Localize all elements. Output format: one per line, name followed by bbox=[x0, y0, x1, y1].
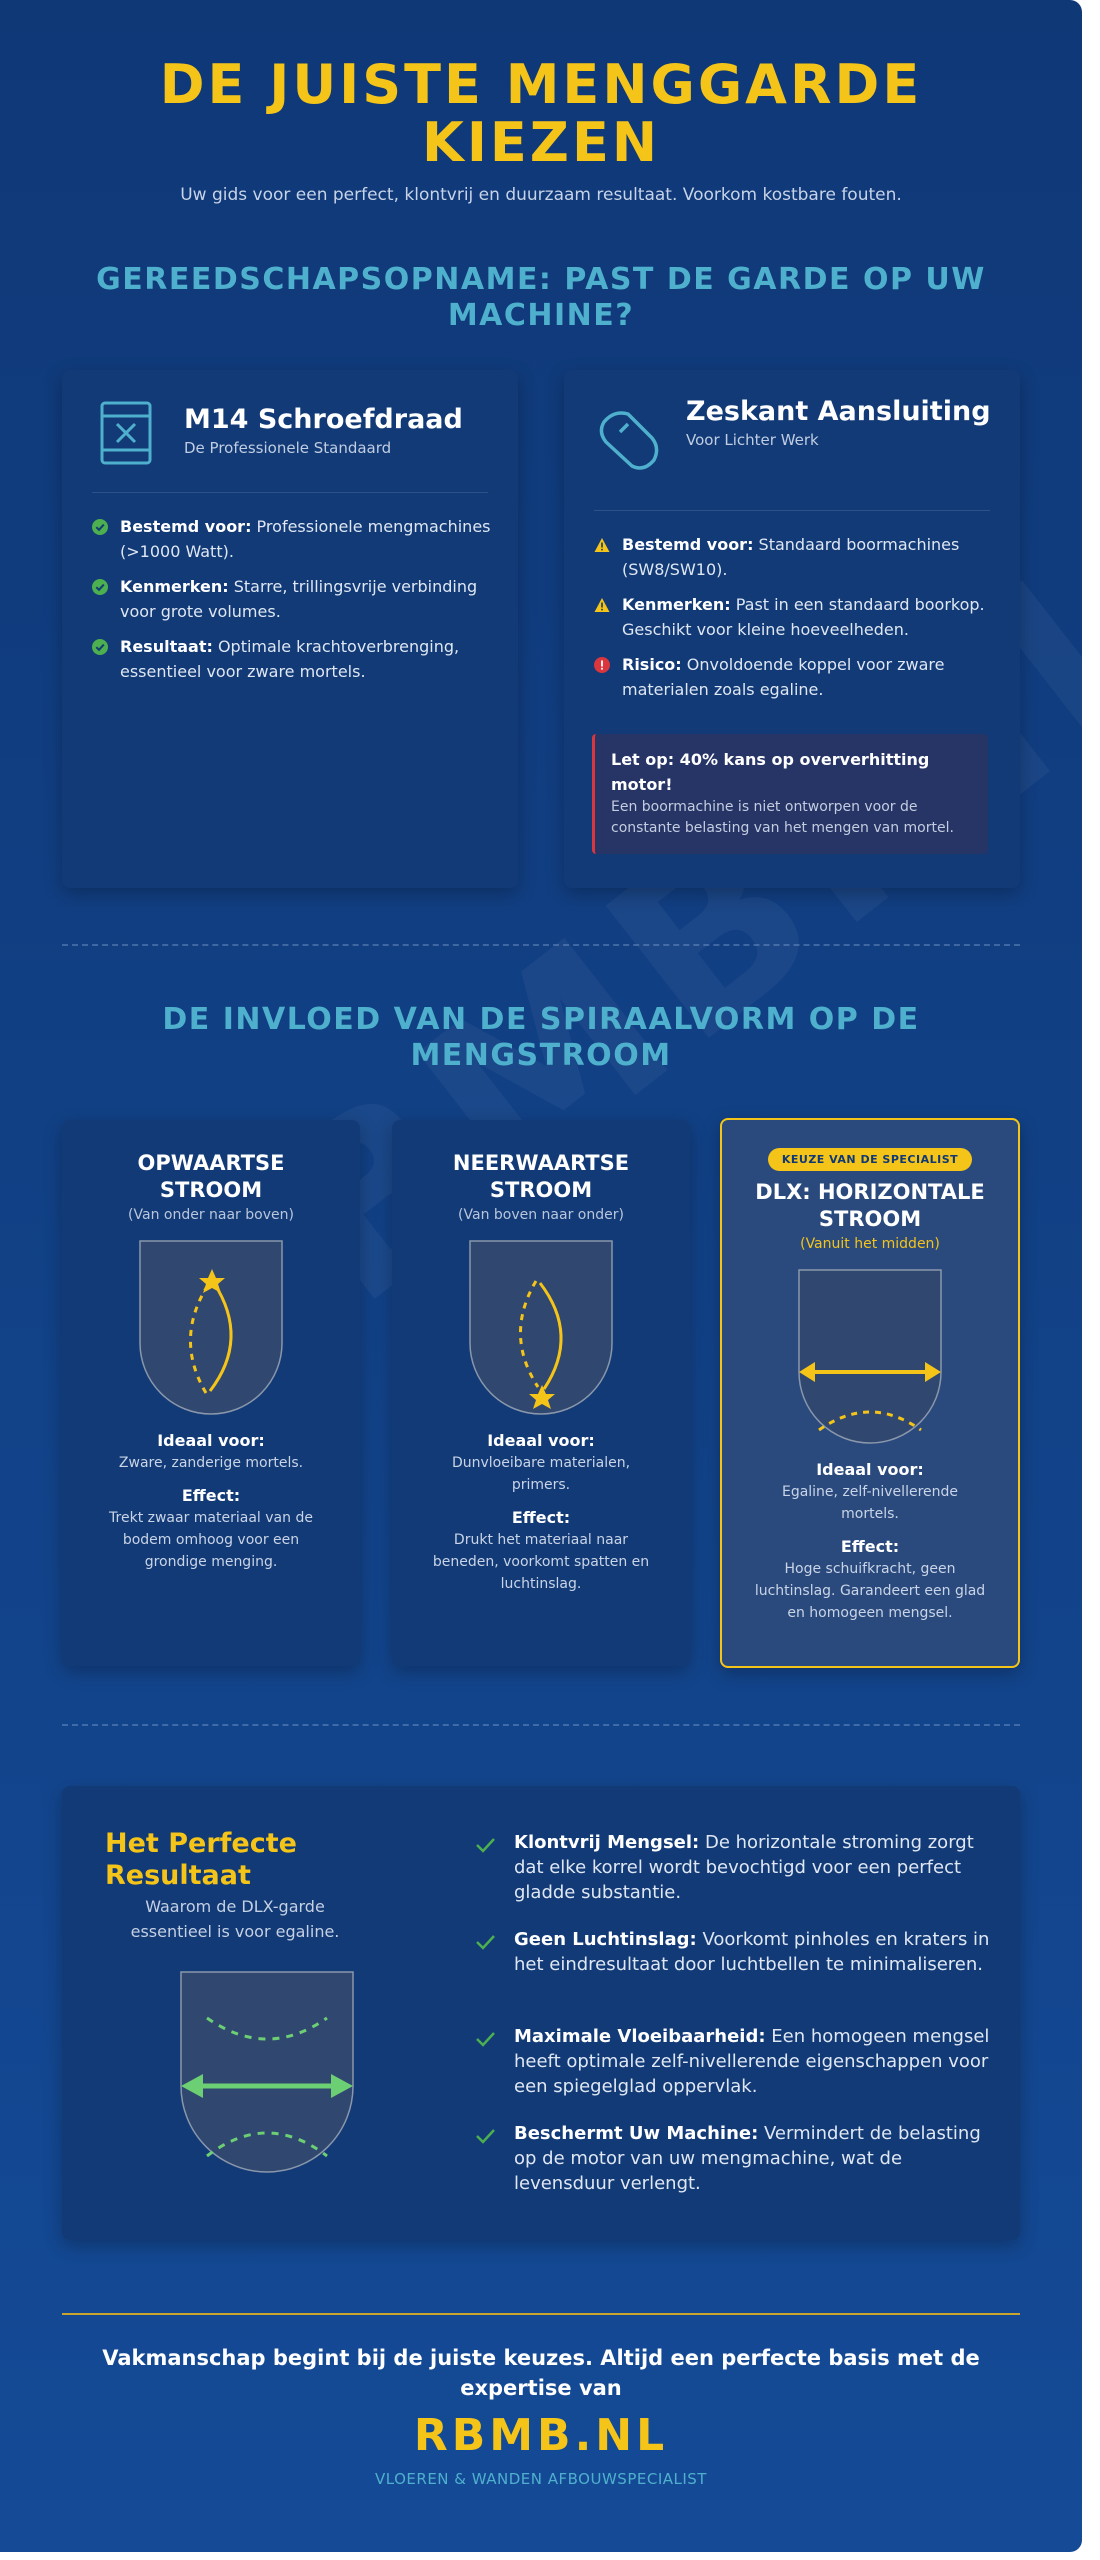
hex-subtitle: Voor Lichter Werk bbox=[686, 431, 819, 449]
brand-tagline: VLOEREN & WANDEN AFBOUWSPECIALIST bbox=[375, 2470, 707, 2488]
feature-text: Professionele mengmachines (>1000 Watt). bbox=[120, 517, 491, 561]
warning-text: Een boormachine is niet ontworpen voor de constante belasting van het mengen van mortel. bbox=[611, 799, 954, 836]
divider bbox=[594, 510, 990, 511]
benefit-text: Voorkomt pinholes en kraters in het eindresultaat door luchtbellen te minimaliseren. bbox=[514, 1929, 990, 1975]
benefit-item bbox=[474, 2024, 994, 2099]
benefit-item bbox=[474, 2121, 994, 2196]
benefit-label: Klontvrij Mengsel: bbox=[514, 1832, 700, 1853]
m14-title: M14 Schroefdraad bbox=[184, 404, 463, 435]
feature-item bbox=[92, 514, 492, 564]
m14-card bbox=[62, 370, 518, 888]
effect-text: Hoge schuifkracht, geen luchtinslag. Garandeert een glad en homogeen mengsel. bbox=[754, 1561, 986, 1621]
benefit-label: Geen Luchtinslag: bbox=[514, 1929, 697, 1950]
ideal-text: Dunvloeibare materialen, primers. bbox=[451, 1455, 631, 1493]
feature-label: Risico: bbox=[622, 655, 682, 674]
effect-label: Effect: bbox=[511, 1508, 571, 1527]
effect-label: Effect: bbox=[840, 1537, 900, 1556]
check-circle-icon bbox=[92, 579, 108, 595]
benefit-item bbox=[474, 1830, 994, 1905]
benefit-item bbox=[474, 1927, 994, 1977]
warning-triangle-icon bbox=[594, 537, 610, 553]
error-circle-icon bbox=[594, 657, 610, 673]
dashed-divider bbox=[62, 1724, 1020, 1726]
flow-subtitle: (Van boven naar onder) bbox=[458, 1207, 624, 1223]
horizontal-flow-diagram bbox=[797, 1268, 943, 1444]
flow-title: NEERWAARTSE STROOM bbox=[452, 1151, 630, 1202]
feature-text: Starre, trillingsvrije verbinding voor grote volumes. bbox=[120, 577, 478, 621]
horizontal-flow-card bbox=[720, 1118, 1020, 1668]
tools-section-title: GEREEDSCHAPSOPNAME: PAST DE GARDE OP UW MACHINE? bbox=[96, 262, 986, 333]
flow-title: DLX: HORIZONTALE STROOM bbox=[755, 1180, 985, 1231]
upward-flow-card bbox=[62, 1120, 360, 1666]
flow-title: OPWAARTSE STROOM bbox=[137, 1151, 285, 1202]
feature-item bbox=[92, 634, 492, 684]
divider bbox=[92, 492, 488, 493]
effect-text: Trekt zwaar materiaal van de bodem omhoog voor een grondige menging. bbox=[109, 1510, 313, 1570]
warning-title: Let op: 40% kans op oververhitting motor! bbox=[611, 750, 930, 794]
overheat-warning bbox=[592, 734, 988, 854]
brand-name: RBMB.NL bbox=[413, 2410, 669, 2461]
feature-item bbox=[92, 574, 492, 624]
footer-text: Vakmanschap begint bij de juiste keuzes. Altijd een perfecte basis met de expertise van bbox=[102, 2346, 980, 2400]
feature-label: Resultaat: bbox=[120, 637, 213, 656]
perfect-subtitle: Waarom de DLX-garde essentieel is voor egaline. bbox=[130, 1897, 340, 1941]
check-icon bbox=[474, 2028, 496, 2050]
m14-thread-icon bbox=[98, 400, 154, 466]
feature-text: Standaard boormachines (SW8/SW10). bbox=[622, 535, 960, 579]
page-subtitle: Uw gids voor een perfect, klontvrij en duurzaam resultaat. Voorkom kostbare fouten. bbox=[180, 185, 902, 205]
feature-item bbox=[594, 652, 994, 702]
feature-label: Bestemd voor: bbox=[120, 517, 252, 536]
dlx-mix-diagram bbox=[179, 1970, 355, 2174]
m14-subtitle: De Professionele Standaard bbox=[184, 439, 392, 457]
feature-item bbox=[594, 532, 994, 582]
feature-text: Onvoldoende koppel voor zware materialen zoals egaline. bbox=[622, 655, 945, 699]
page-title: DE JUISTE MENGGARDE KIEZEN bbox=[159, 53, 923, 174]
feature-text: Optimale krachtoverbrenging, essentieel voor zware mortels. bbox=[120, 637, 460, 681]
flow-subtitle: (Van onder naar boven) bbox=[128, 1207, 294, 1223]
ideal-text: Zware, zanderige mortels. bbox=[118, 1455, 304, 1471]
hex-shank-icon bbox=[590, 400, 670, 480]
flow-subtitle: (Vanuit het midden) bbox=[800, 1236, 940, 1252]
feature-item bbox=[594, 592, 994, 642]
ideal-label: Ideaal voor: bbox=[816, 1460, 924, 1479]
specialist-badge: KEUZE VAN DE SPECIALIST bbox=[768, 1148, 972, 1171]
effect-text: Drukt het materiaal naar beneden, voorkomt spatten en luchtinslag. bbox=[432, 1532, 650, 1592]
feature-label: Kenmerken: bbox=[120, 577, 229, 596]
check-icon bbox=[474, 1931, 496, 1953]
feature-label: Kenmerken: bbox=[622, 595, 731, 614]
ideal-label: Ideaal voor: bbox=[487, 1431, 595, 1450]
warning-triangle-icon bbox=[594, 597, 610, 613]
check-icon bbox=[474, 2125, 496, 2147]
upward-flow-diagram bbox=[138, 1239, 284, 1415]
benefit-text: De horizontale stroming zorgt dat elke korrel wordt bevochtigd voor een perfect gladde substantie. bbox=[514, 1832, 974, 1903]
flow-section-title: DE INVLOED VAN DE SPIRAALVORM OP DE MENGSTROOM bbox=[162, 1002, 920, 1073]
dashed-divider bbox=[62, 944, 1020, 946]
ideal-text: Egaline, zelf-nivellerende mortels. bbox=[781, 1484, 959, 1522]
footer-divider bbox=[62, 2313, 1020, 2315]
benefit-text: Vermindert de belasting op de motor van uw mengmachine, wat de levensduur verlengt. bbox=[514, 2123, 981, 2194]
benefit-label: Beschermt Uw Machine: bbox=[514, 2123, 759, 2144]
benefit-label: Maximale Vloeibaarheid: bbox=[514, 2026, 766, 2047]
check-icon bbox=[474, 1834, 496, 1856]
downward-flow-card bbox=[392, 1120, 690, 1666]
downward-flow-diagram bbox=[468, 1239, 614, 1415]
check-circle-icon bbox=[92, 519, 108, 535]
benefit-text: Een homogeen mengsel heeft optimale zelf-nivellerende eigenschappen voor een spiegelglad oppervlak. bbox=[514, 2026, 990, 2097]
perfect-title: Het Perfecte Resultaat bbox=[105, 1828, 297, 1891]
hex-title: Zeskant Aansluiting bbox=[686, 396, 991, 427]
ideal-label: Ideaal voor: bbox=[157, 1431, 265, 1450]
check-circle-icon bbox=[92, 639, 108, 655]
feature-text: Past in een standaard boorkop. Geschikt voor kleine hoeveelheden. bbox=[622, 595, 985, 639]
feature-label: Bestemd voor: bbox=[622, 535, 754, 554]
effect-label: Effect: bbox=[181, 1486, 241, 1505]
